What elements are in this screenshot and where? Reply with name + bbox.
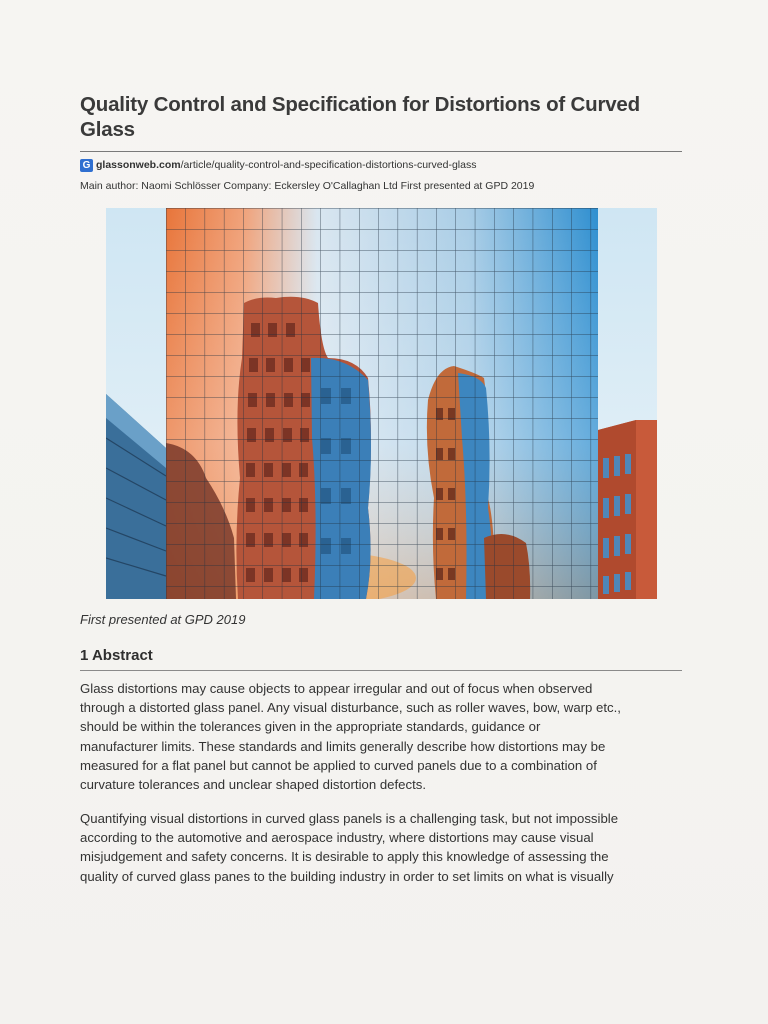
source-host[interactable]: glassonweb.com: [96, 159, 181, 171]
paragraph-line: according to the automotive and aerospace industry, where distortions may cause visual: [80, 830, 594, 846]
paragraph-line: curvature tolerances and unclear shaped distortion defects.: [80, 777, 427, 793]
author-meta: Main author: Naomi Schlösser Company: Eckersley O'Callaghan Ltd First presented at GPD 2019: [80, 180, 535, 192]
article-title: Quality Control and Specification for Distortions of Curved Glass: [80, 93, 640, 141]
paragraph-line: measured for a flat panel but cannot be applied to curved panels due to a combination of: [80, 757, 597, 773]
section-divider: [80, 670, 682, 671]
source-path[interactable]: /article/quality-control-and-specification-distortions-curved-glass: [180, 159, 477, 171]
paragraph-line: misjudgement and safety concerns. It is desirable to apply this knowledge of assessing the: [80, 849, 609, 865]
abstract-paragraph-2: [80, 809, 686, 886]
paragraph-line: through a distorted glass panel. Any visual disturbance, such as roller waves, bow, warp etc.,: [80, 700, 621, 716]
paragraph-line: Quantifying visual distortions in curved glass panels is a challenging task, but not impossible: [80, 811, 619, 826]
image-caption: First presented at GPD 2019: [80, 612, 246, 627]
paragraph-line: manufacturer limits. These standards and limits generally describe how distortions may be: [80, 738, 606, 754]
curved-glass-facade-photo: [106, 208, 657, 599]
paragraph-line: should be within the tolerances given in the appropriate standards, guidance or: [80, 719, 541, 735]
paragraph-line: Glass distortions may cause objects to appear irregular and out of focus when observed: [80, 681, 593, 696]
glassonweb-logo-icon: G: [80, 159, 93, 172]
abstract-paragraph-1: [80, 679, 686, 794]
title-divider: [80, 151, 682, 152]
section-heading: 1 Abstract: [80, 647, 153, 664]
source-link[interactable]: [80, 157, 476, 173]
paragraph-line: quality of curved glass panes to the building industry in order to set limits on what is visually: [80, 868, 614, 884]
